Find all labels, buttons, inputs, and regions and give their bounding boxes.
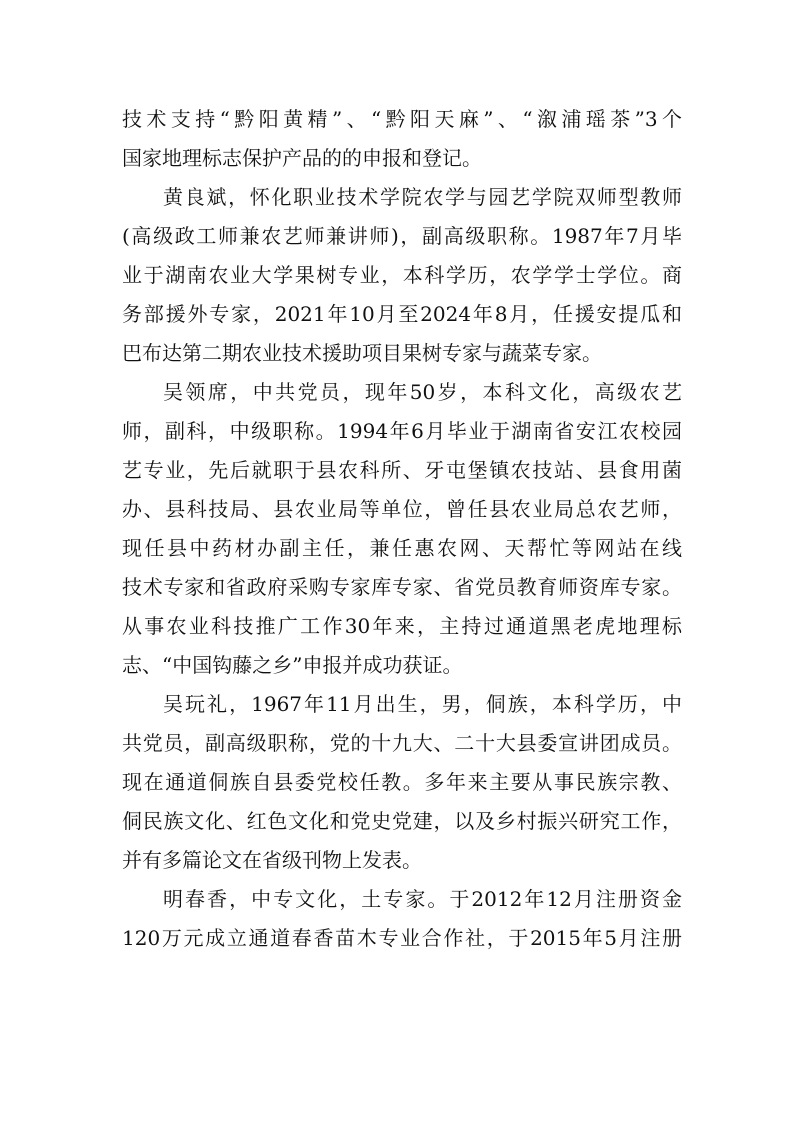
text-line: 120万元成立通道春香苗木专业合作社，于2015年5月注册 [122,926,682,950]
paragraph-first-line: 明春香，中专文化，土专家。于2012年12月注册资金 [163,887,682,911]
text-line: (高级政工师兼农艺师兼讲师)，副高级职称。1987年7月毕 [122,224,682,248]
text-line: 侗民族文化、红色文化和党史党建，以及乡村振兴研究工作， [122,809,682,833]
text-line: 技术专家和省政府采购专家库专家、省党员教育师资库专家。 [122,575,682,599]
text-line: 志、“中国钩藤之乡”申报并成功获证。 [122,653,463,677]
text-line: 务部援外专家，2021年10月至2024年8月，任援安提瓜和 [122,302,682,326]
text-line: 并有多篇论文在省级刊物上发表。 [122,848,422,872]
text-line: 业于湖南农业大学果树专业，本科学历，农学学士学位。商 [122,263,682,287]
paragraph-first-line: 黄良斌，怀化职业技术学院农学与园艺学院双师型教师 [163,185,682,209]
text-line: 师，副科，中级职称。1994年6月毕业于湖南省安江农校园 [122,419,682,443]
paragraph-first-line: 吴玩礼，1967年11月出生，男，侗族，本科学历，中 [163,692,682,716]
text-line: 艺专业，先后就职于县农科所、牙屯堡镇农技站、县食用菌 [122,458,682,482]
paragraph-first-line: 吴领席，中共党员，现年50岁，本科文化，高级农艺 [163,380,682,404]
text-line: 国家地理标志保护产品的的申报和登记。 [122,146,482,170]
text-line: 现任县中药材办副主任，兼任惠农网、天帮忙等网站在线 [122,536,682,560]
text-line: 办、县科技局、县农业局等单位，曾任县农业局总农艺师， [122,497,682,521]
text-line: 技术支持“黔阳黄精”、“黔阳天麻”、“溆浦瑶茶”3个 [122,107,682,131]
text-line: 从事农业科技推广工作30年来，主持过通道黑老虎地理标 [122,614,682,638]
text-line: 共党员，副高级职称，党的十九大、二十大县委宣讲团成员。 [122,731,682,755]
text-line: 现在通道侗族自县委党校任教。多年来主要从事民族宗教、 [122,770,682,794]
text-line: 巴布达第二期农业技术援助项目果树专家与蔬菜专家。 [122,341,602,365]
